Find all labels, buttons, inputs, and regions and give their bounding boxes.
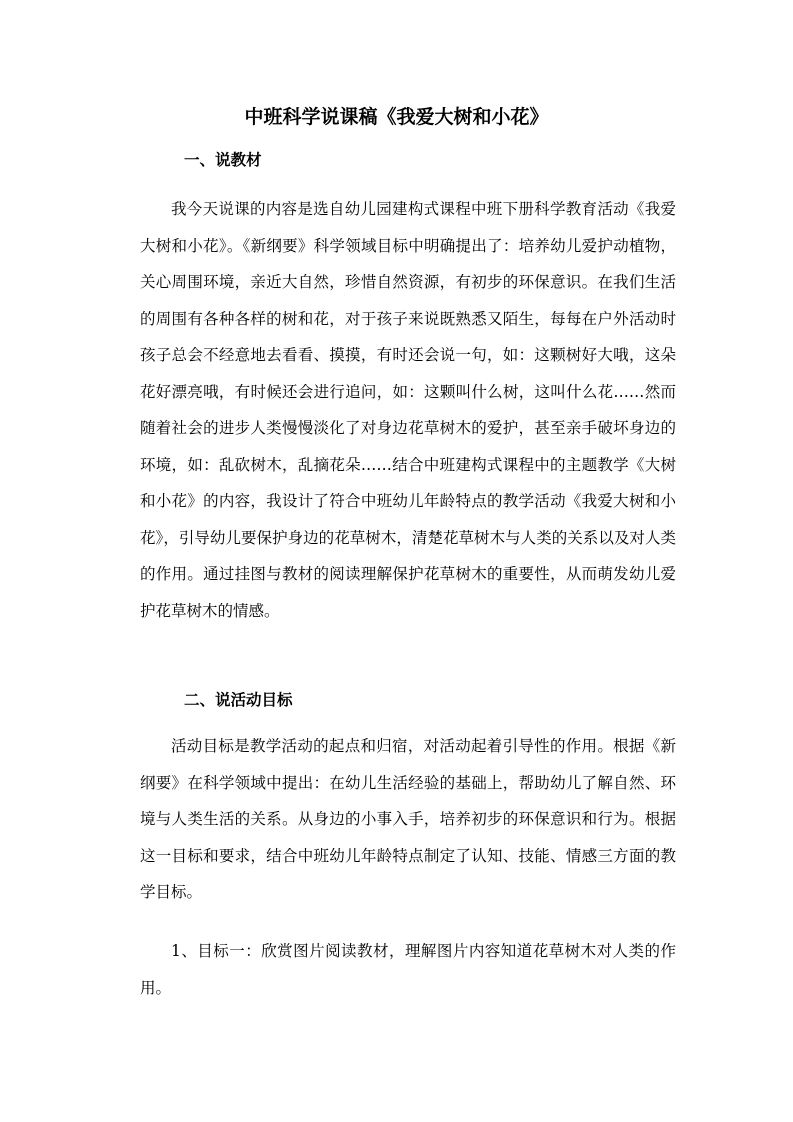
paragraph-teaching-material: 我今天说课的内容是选自幼儿园建构式课程中班下册科学教育活动《我爱大树和小花》。《新纲要》科学领域目标中明确提出了：培养幼儿爱护动植物，关心周围环境，亲近大自然，珍惜自然资源，有初步的环保意识。在我们生活的周围有各种各样的树和花，对于孩子来说既熟悉又陌生，每每在户外活动时孩子总会不经意地去看看、摸摸，有时还会说一句，如：这颗树好大哦，这朵花好漂亮哦，有时候还会进行追问，如：这颗叫什么树，这叫什么花……然而随着社会的进步人类慢慢淡化了对身边花草树木的爱护，甚至亲手破坏身边的环境，如：乱砍树木，乱摘花朵……结合中班建构式课程中的主题教学《大树和小花》的内容，我设计了符合中班幼儿年龄特点的教学活动《我爱大树和小花》，引导幼儿要保护身边的花草树木，清楚花草树木与人类的关系以及对人类的作用。通过挂图与教材的阅读理解保护花草树木的重要性，从而萌发幼儿爱护花草树木的情感。 xyxy=(140,200,676,620)
paragraph-goal-one: 1、目标一：欣赏图片阅读教材，理解图片内容知道花草树木对人类的作用。 xyxy=(140,942,676,997)
paragraph-activity-goals: 活动目标是教学活动的起点和归宿，对活动起着引导性的作用。根据《新纲要》在科学领域中提出：在幼儿生活经验的基础上，帮助幼儿了解自然、环境与人类生活的关系。从身边的小事入手，培养初步的环保意识和行为。根据这一目标和要求，结合中班幼儿年龄特点制定了认知、技能、情感三方面的教学目标。 xyxy=(140,737,676,901)
document-title: 中班科学说课稿《我爱大树和小花》 xyxy=(244,106,549,128)
section-heading-activity-goals: 二、说活动目标 xyxy=(184,690,293,709)
section-heading-teaching-material: 一、说教材 xyxy=(184,150,262,169)
